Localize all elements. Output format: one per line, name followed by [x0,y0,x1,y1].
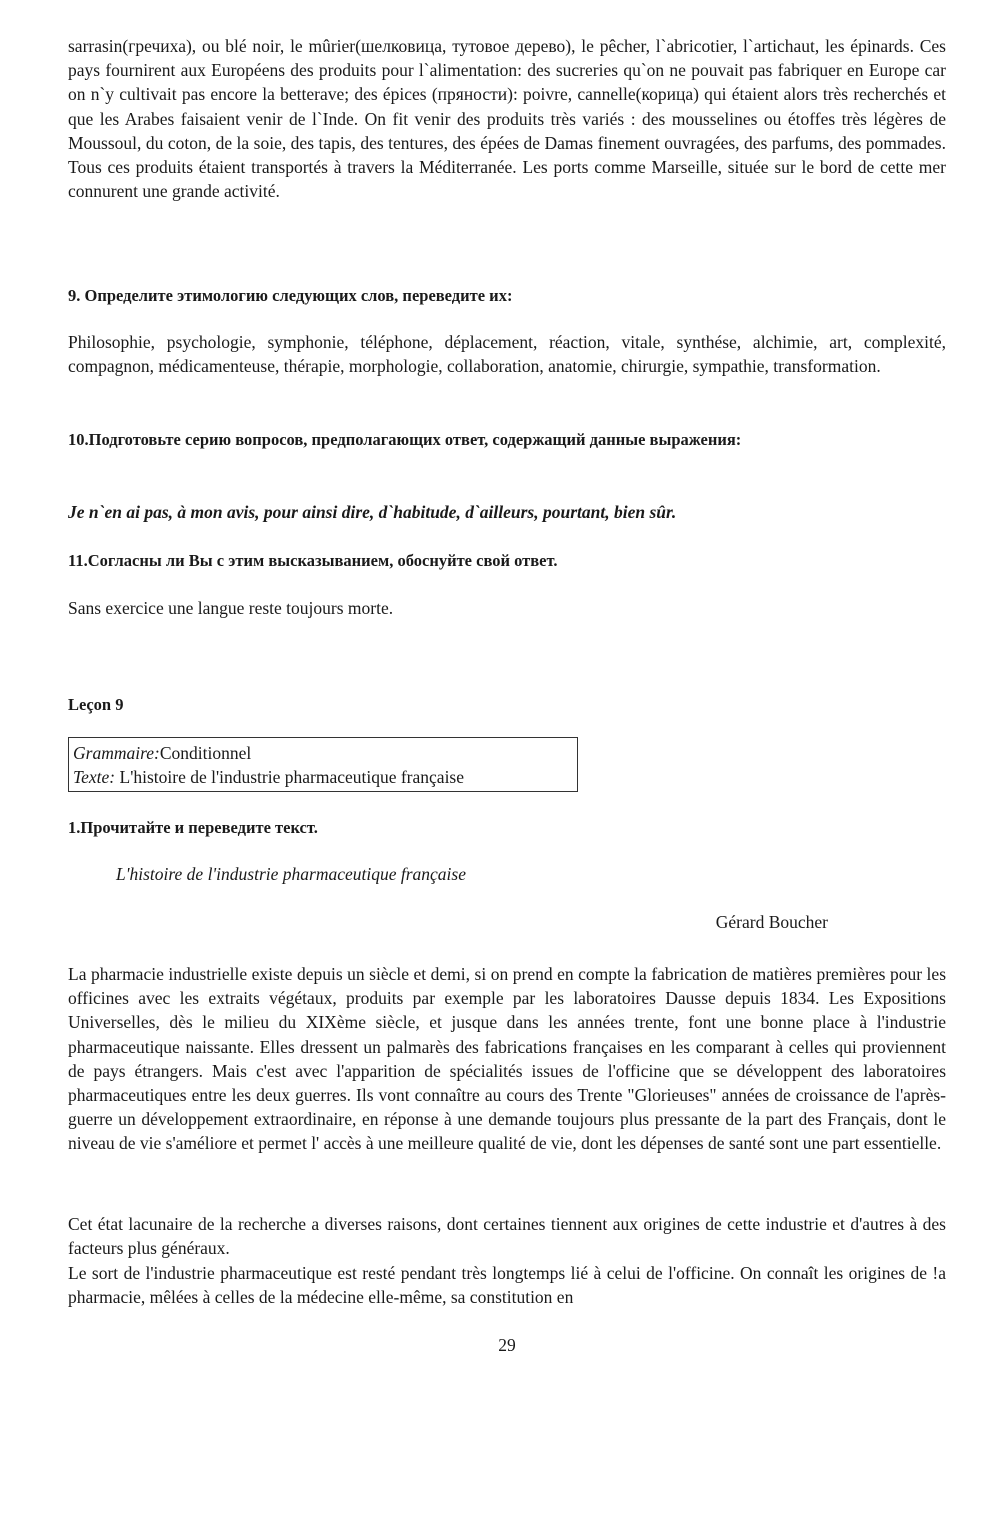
exercise-1-title: 1.Прочитайте и переведите текст. [68,818,318,837]
exercise-11-title: 11.Согласны ли Вы с этим высказыванием, обоснуйте свой ответ. [68,551,558,570]
exercise-10-title: 10.Подготовьте серию вопросов, предполагающих ответ, содержащий данные выражения: [68,430,742,449]
text-line: Texte: L'histoire de l'industrie pharmaceutique française [73,767,465,787]
text-paragraph-2: Cet état lacunaire de la recherche a diverses raisons, dont certaines tiennent aux origines de cette industrie et d'autres à des facteurs plus généraux. [68,1214,946,1259]
author: Gérard Boucher [715,912,828,932]
intro-paragraph: sarrasin(гречиха), ou blé noir, le mûrier(шелковица, тутовое дерево), le pêcher, l`abricotier, l`artichaut, les épinards. Ces pays fournirent aux Européens des produits pour l`alimentation: des sucreries qu`on ne pouvait pas fabriquer en Europe car on n`y cultivait pas encore la betterave; des épices (пряности): poivre, cannelle(корица) qui étaient alors très recherchés et que les Arabes faisaient venir de l`Inde. On fit venir des produits très variés : des mousselines ou étoffes très légères de Moussoul, du coton, de la soie, des tapis, des tentures, des épées de Damas finement ouvragées, des parfums, des pommades. Tous ces produits étaient transportés à travers la Méditerranée. Les ports comme Marseille, située sur le bord de cette mer connurent une grande activité. [68,36,946,202]
exercise-9-words: Philosophie, psychologie, symphonie, téléphone, déplacement, réaction, vitale, synthése, alchimie, art, complexité, compagnon, médicamenteuse, thérapie, morphologie, collaboration, anatomie, chirurgie, sympathie, transformation. [68,332,946,377]
grammar-line: Grammaire:Conditionnel [73,743,252,763]
text-paragraph-1: La pharmacie industrielle existe depuis un siècle et demi, si on prend en compte la fabrication de matières premières pour les officines avec les extraits végétaux, produits par exemple par les laboratoires Dausse depuis 1834. Les Expositions Universelles, dès le milieu du XIXème siècle, et jusque dans les années trente, font une bonne place à l'industrie pharmaceutique naissante. Elles dressent un palmarès des fabrications françaises en les comparant à celles qui proviennent de pays étrangers. Mais c'est avec l'apparition de spécialités issues de l'officine que se développent des laboratoires pharmaceutiques entre les deux guerres. Ils vont connaître au cours des Trente "Glorieuses" années de croissance de l'après-guerre un développement extraordinaire, en réponse à une demande toujours plus pressante de la part des Français, dont le niveau de vie s'améliore et permet l' accès à une meilleure qualité de vie, dont les dépenses de santé sont une part essentielle. [68,964,946,1154]
page-number: 29 [498,1335,516,1355]
lesson-info-box [68,737,578,792]
text-title: L'histoire de l'industrie pharmaceutique française [116,864,466,884]
lesson-title: Leçon 9 [68,695,124,714]
text-paragraph-3: Le sort de l'industrie pharmaceutique est resté pendant très longtemps lié à celui de l'officine. On connaît les origines de !a pharmacie, mêlées à celles de la médecine elle-même, sa constitution en [68,1263,946,1308]
exercise-11-statement: Sans exercice une langue reste toujours morte. [68,598,394,618]
exercise-9-title: 9. Определите этимологию следующих слов, переведите их: [68,286,513,305]
exercise-10-phrases: Je n`en ai pas, à mon avis, pour ainsi dire, d`habitude, d`ailleurs, pourtant, bien sûr. [68,502,677,522]
